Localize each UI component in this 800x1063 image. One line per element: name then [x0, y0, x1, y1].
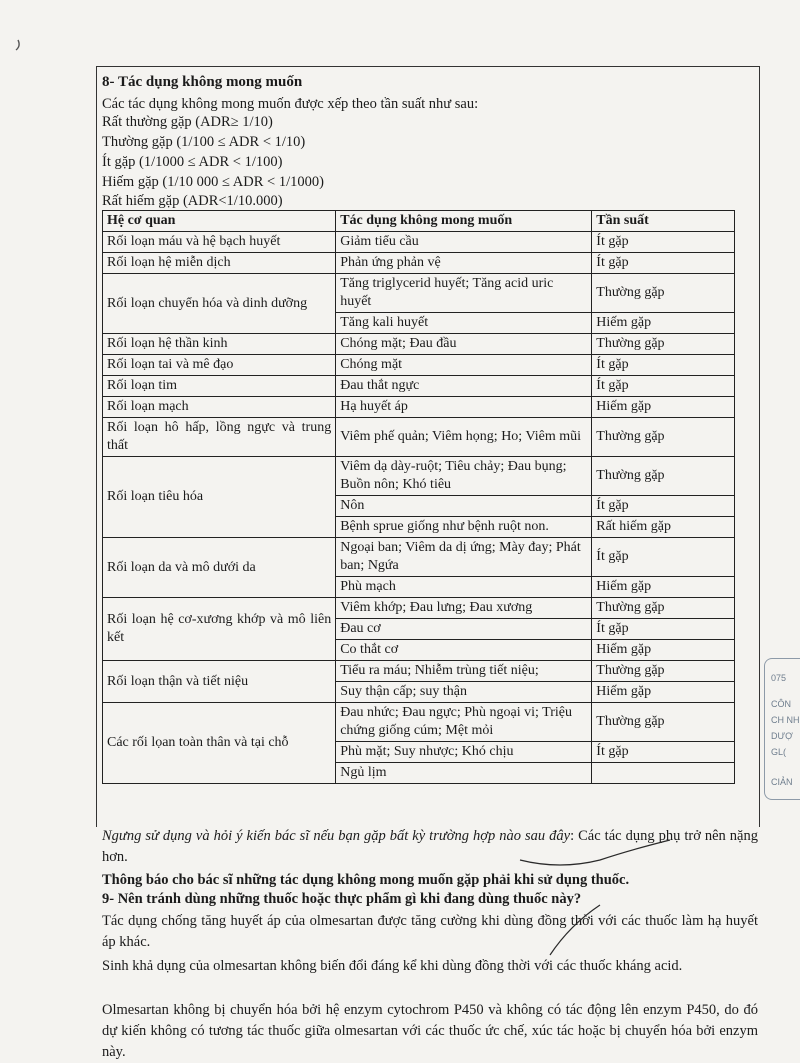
- section8-title: 8- Tác dụng không mong muốn: [102, 74, 303, 90]
- cell-frequency: Hiếm gặp: [592, 640, 735, 661]
- stamp-text: 075: [771, 673, 787, 683]
- stamp-text: DƯỢ: [771, 731, 793, 741]
- cell-frequency: Thường gặp: [592, 598, 735, 619]
- table-row: [103, 376, 735, 397]
- corner-mark: [16, 40, 19, 50]
- cell-effect: Giảm tiểu cầu: [336, 232, 592, 253]
- cell-system: Rối loạn máu và hệ bạch huyết: [103, 232, 336, 253]
- cell-system: Rối loạn mạch: [103, 397, 336, 418]
- section9-title: 9- Nên tránh dùng những thuốc hoặc thực phẩm gì khi đang dùng thuốc này?: [102, 891, 582, 907]
- cell-frequency: Thường gặp: [592, 703, 735, 742]
- frequency-line: Thường gặp (1/100 ≤ ADR < 1/10): [102, 134, 306, 150]
- cell-effect: Viêm dạ dày-ruột; Tiêu chảy; Đau bụng; Buồn nôn; Khó tiêu: [336, 457, 592, 496]
- interaction-paragraph: Tác dụng chống tăng huyết áp của olmesartan được tăng cường khi dùng đồng thời với các thuốc làm hạ huyết áp khác.: [102, 913, 758, 950]
- table-row: [103, 703, 735, 742]
- cell-frequency: Thường gặp: [592, 334, 735, 355]
- adverse-effects-table: [102, 210, 735, 784]
- table-row: [103, 598, 735, 619]
- table-row: [103, 397, 735, 418]
- cell-system: Rối loạn hô hấp, lồng ngực và trung thất: [103, 418, 336, 457]
- cell-frequency: Thường gặp: [592, 457, 735, 496]
- cell-effect: Tăng kali huyết: [336, 313, 592, 334]
- section8-intro: Các tác dụng không mong muốn được xếp theo tần suất như sau:: [102, 96, 479, 112]
- cell-frequency: Rất hiếm gặp: [592, 517, 735, 538]
- frequency-line: Rất thường gặp (ADR≥ 1/10): [102, 114, 273, 130]
- table-row: [103, 418, 735, 457]
- cell-effect: Đau thắt ngực: [336, 376, 592, 397]
- cell-system: Rối loạn tim: [103, 376, 336, 397]
- cell-system: Rối loạn chuyển hóa và dinh dưỡng: [103, 274, 336, 334]
- cell-effect: Hạ huyết áp: [336, 397, 592, 418]
- cell-frequency: Thường gặp: [592, 418, 735, 457]
- cell-system: Rối loạn tiêu hóa: [103, 457, 336, 538]
- cell-frequency: Ít gặp: [592, 232, 735, 253]
- header-frequency: Tần suất: [592, 211, 735, 232]
- cell-effect: Tăng triglycerid huyết; Tăng acid uric huyết: [336, 274, 592, 313]
- cell-effect: Chóng mặt: [336, 355, 592, 376]
- table-row: [103, 232, 735, 253]
- table-row: [103, 538, 735, 577]
- table-body: [103, 232, 735, 784]
- stop-use-italic: Ngưng sử dụng và hỏi ý kiến bác sĩ nếu bạn gặp bất kỳ trường hợp nào sau đây: [102, 828, 571, 844]
- stamp-text: GL(: [771, 747, 787, 757]
- cell-system: Rối loạn da và mô dưới da: [103, 538, 336, 598]
- cell-system: Rối loạn tai và mê đạo: [103, 355, 336, 376]
- cell-effect: Viêm khớp; Đau lưng; Đau xương: [336, 598, 592, 619]
- cell-frequency: Ít gặp: [592, 253, 735, 274]
- cell-frequency: Hiếm gặp: [592, 682, 735, 703]
- cell-frequency: Ít gặp: [592, 376, 735, 397]
- table-row: [103, 457, 735, 496]
- cell-system: Rối loạn thận và tiết niệu: [103, 661, 336, 703]
- table-row: [103, 274, 735, 313]
- interaction-paragraph: Sinh khả dụng của olmesartan không biến đổi đáng kể khi dùng đồng thời với các thuốc kháng acid.: [102, 958, 683, 974]
- cell-effect: Ngoại ban; Viêm da dị ứng; Mày đay; Phát ban; Ngứa: [336, 538, 592, 577]
- table-row: [103, 355, 735, 376]
- frequency-line: Ít gặp (1/1000 ≤ ADR < 1/100): [102, 154, 283, 170]
- cell-frequency: Hiếm gặp: [592, 577, 735, 598]
- cell-effect: Nôn: [336, 496, 592, 517]
- cell-effect: Viêm phế quản; Viêm họng; Ho; Viêm mũi: [336, 418, 592, 457]
- side-stamp: [764, 658, 800, 800]
- header-system: Hệ cơ quan: [103, 211, 336, 232]
- stop-use-note: [102, 826, 758, 868]
- cell-frequency: Hiếm gặp: [592, 397, 735, 418]
- notify-doctor: Thông báo cho bác sĩ những tác dụng không mong muốn gặp phải khi sử dụng thuốc.: [102, 872, 630, 888]
- cell-effect: Bệnh sprue giống như bệnh ruột non.: [336, 517, 592, 538]
- cell-frequency: Hiếm gặp: [592, 313, 735, 334]
- cell-system: Các rối lọan toàn thân và tại chỗ: [103, 703, 336, 784]
- cell-system: Rối loạn hệ thần kinh: [103, 334, 336, 355]
- interaction-paragraph: Olmesartan không bị chuyển hóa bởi hệ enzym cytochrom P450 và không có tác động lên enzym P450, do đó dự kiến không có tương tác thuốc giữa olmesartan với các thuốc ức chế, xúc tác hoặc bị chuyển hóa bởi enzym này.: [102, 1002, 758, 1060]
- cell-effect: Phản ứng phản vệ: [336, 253, 592, 274]
- cell-frequency: [592, 763, 735, 784]
- table-row: [103, 253, 735, 274]
- cell-frequency: Ít gặp: [592, 619, 735, 640]
- cell-effect: Tiểu ra máu; Nhiễm trùng tiết niệu;: [336, 661, 592, 682]
- table-row: [103, 334, 735, 355]
- cell-frequency: Thường gặp: [592, 661, 735, 682]
- frequency-line: Hiếm gặp (1/10 000 ≤ ADR < 1/1000): [102, 174, 324, 190]
- cell-effect: Phù mặt; Suy nhược; Khó chịu: [336, 742, 592, 763]
- cell-effect: Suy thận cấp; suy thận: [336, 682, 592, 703]
- stop-use-rest: : Các tác dụng phụ trở nên nặng hơn.: [102, 828, 758, 865]
- stamp-text: CIẢN: [771, 777, 793, 787]
- cell-effect: Ngủ lịm: [336, 763, 592, 784]
- cell-frequency: Ít gặp: [592, 742, 735, 763]
- stamp-text: CÔN: [771, 699, 791, 709]
- cell-frequency: Ít gặp: [592, 496, 735, 517]
- cell-frequency: Thường gặp: [592, 274, 735, 313]
- cell-effect: Co thắt cơ: [336, 640, 592, 661]
- cell-system: Rối loạn hệ miễn dịch: [103, 253, 336, 274]
- header-effect: Tác dụng không mong muốn: [336, 211, 592, 232]
- cell-frequency: Ít gặp: [592, 355, 735, 376]
- cell-effect: Phù mạch: [336, 577, 592, 598]
- table-row: [103, 661, 735, 682]
- stamp-text: CH NH: [771, 715, 800, 725]
- frequency-line: Rất hiếm gặp (ADR<1/10.000): [102, 193, 283, 209]
- table-header-row: [103, 211, 735, 232]
- cell-effect: Đau cơ: [336, 619, 592, 640]
- cell-effect: Chóng mặt; Đau đầu: [336, 334, 592, 355]
- cell-frequency: Ít gặp: [592, 538, 735, 577]
- cell-effect: Đau nhức; Đau ngực; Phù ngoại vi; Triệu chứng giống cúm; Mệt mỏi: [336, 703, 592, 742]
- cell-system: Rối loạn hệ cơ-xương khớp và mô liên kết: [103, 598, 336, 661]
